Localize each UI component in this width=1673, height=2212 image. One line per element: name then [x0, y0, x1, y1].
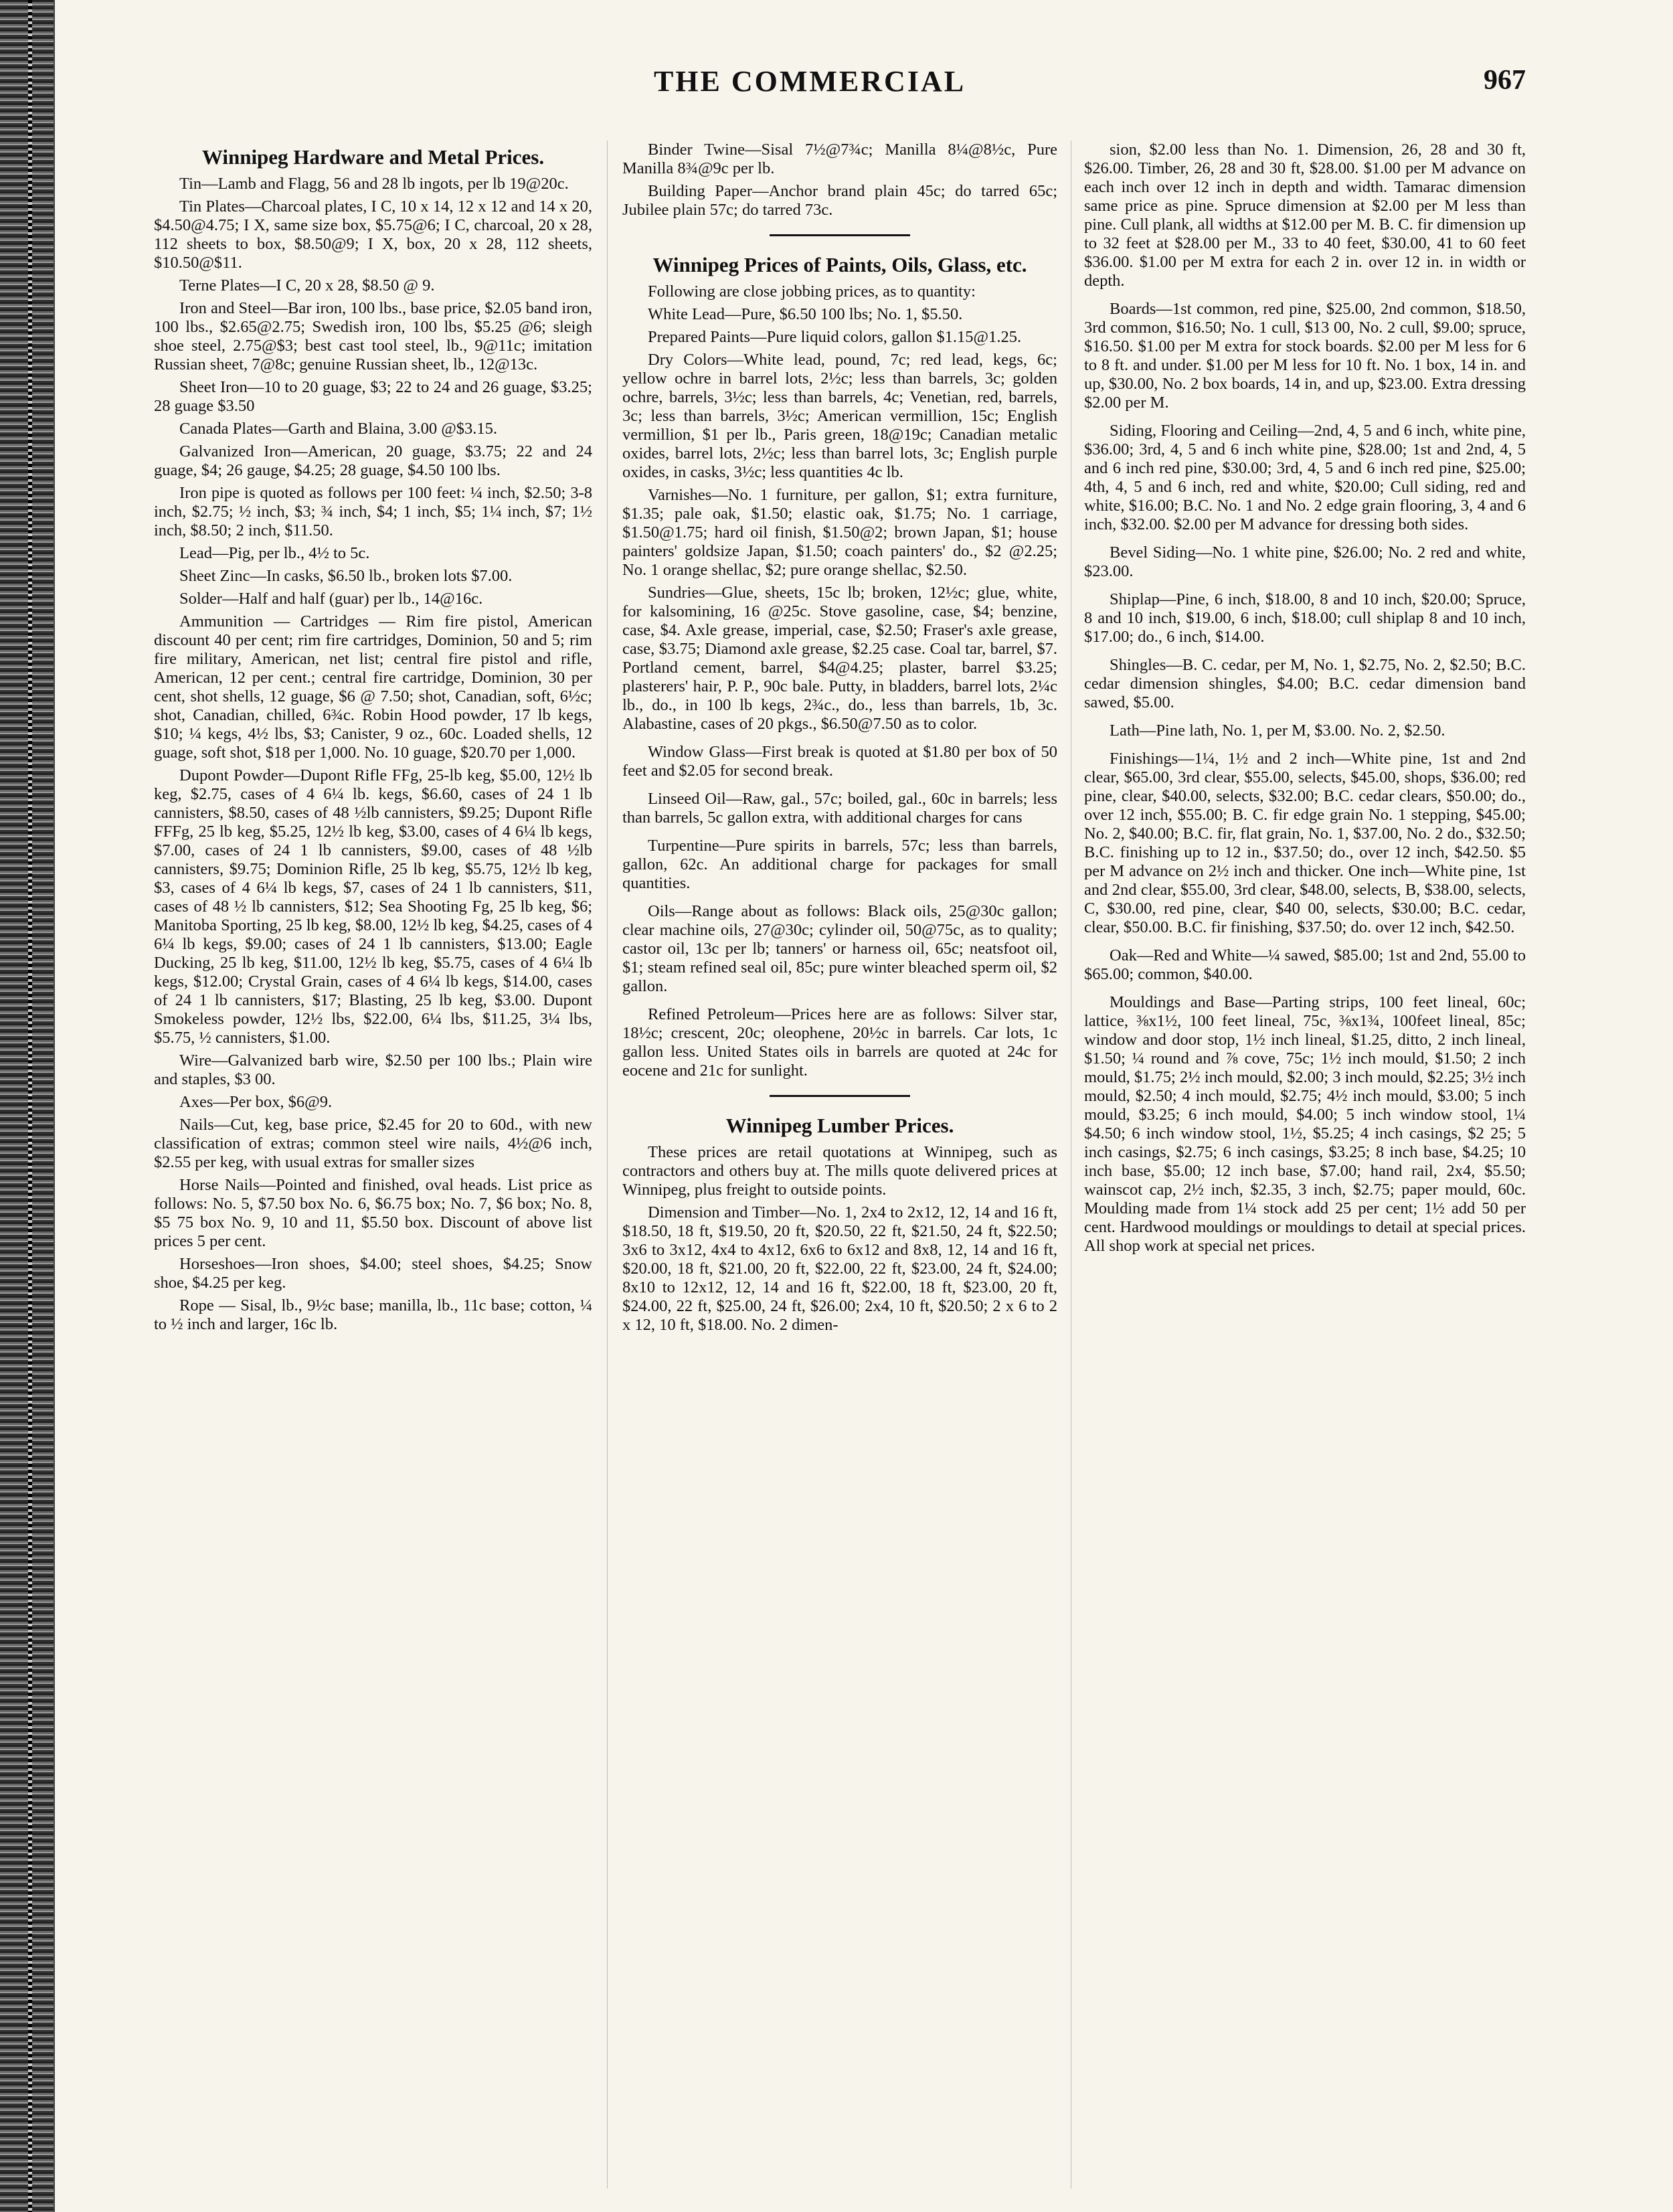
price-paragraph: Mouldings and Base—Parting strips, 100 feet lineal, 60c; lattice, ⅜x1½, 100 feet lineal, 75c, ⅜x1¾, 100feet lineal, 85c; window and door stop, 1½ inch lineal, $1.25, ditto, 2 inch lineal, $1.50; ¼ round and ⅞ cove, 75c; 1½ inch mould, $1.50; 2 inch mould, $1.75; 2½ inch mould, $2.00; 3 inch mould, $2.25; 3½ inch mould, $2.50; 4 inch mould, $2.75; 4½ inch mould, $3.00; 5 inch mould, $3.25; 6 inch mould, $4.00; 5 inch window stool, 1¼ $4.50; 6 inch window stool, 1½, $5.25; 4 inch casings, $2 25; 5 inch casings, $2.75; 6 inch casings, $3.25; 8 inch base, $4.25; 10 inch base, $5.00; 12 inch base, $7.00; hand rail, 2x4, $5.50; wainscot cap, 2½ inch, $2.35, 3 inch, $2.75; paper mould, 60c. Moulding made from 1¼ stock add 25 per cent; 1½ add 50 per cent. Hardwood mouldings or mouldings to detail at special prices. All shop work at special net prices. [1084, 993, 1526, 1255]
price-paragraph: Canada Plates—Garth and Blaina, 3.00 @$3.15. [179, 420, 498, 438]
price-paragraph: Binder Twine—Sisal 7½@7¾c; Manilla 8¼@8½c, Pure Manilla 8¾@9c per lb. [622, 141, 1057, 177]
price-paragraph: Linseed Oil—Raw, gal., 57c; boiled, gal., 60c in barrels; less than barrels, 5c gallon extra, with additional charges for cans [622, 790, 1057, 827]
price-paragraph: Varnishes—No. 1 furniture, per gallon, $1; extra furniture, $1.35; pale oak, $1.50; elastic oak, $1.75; No. 1 carriage, $1.50@1.75; hard oil finish, $1.50@2; brown Japan, $1; house painters' goldsize Japan, $1.50; coach painters' do., $2 @2.25; No. 1 orange shellac, $2; pure orange shellac, $2.50. [622, 486, 1057, 579]
price-paragraph: Sheet Zinc—In casks, $6.50 lb., broken lots $7.00. [179, 567, 513, 585]
price-paragraph: Ammunition — Cartridges — Rim fire pistol, American discount 40 per cent; rim fire cartridges, Dominion, 50 and 5; rim fire military, American, net list; central fire pistol and rifle, American, 12 per cent.; central fire cartridge, Dominion, 30 per cent, shot shells, 12 guage, $6 @ 7.50; shot, Canadian, soft, 6½c; shot, Canadian, chilled, 6¾c. Robin Hood powder, 17 lb kegs, $10; ¼ kegs, 4½ lbs, $3; Canister, 9 oz., 60c. Loaded shells, 12 guage, soft shot, $18 per 1,000. No. 10 guage, $20.70 per 1,000. [154, 612, 592, 762]
price-paragraph: Siding, Flooring and Ceiling—2nd, 4, 5 and 6 inch, white pine, $36.00; 3rd, 4, 5 and 6 inch white pine, $28.00; 1st and 2nd, 4, 5 and 6 inch red pine, $30.00; 3rd, 4, 5 and 6 inch red pine, $25.00; 4th, 4, 5 and 6 inch, red and white, $20.00; Cull siding, red and white, $16.00; B.C. No. 1 and No. 2 edge grain flooring, 3, 4 and 6 inch, $32.00. $2.00 per M advance for dressing both sides. [1084, 422, 1526, 533]
price-paragraph: Finishings—1¼, 1½ and 2 inch—White pine, 1st and 2nd clear, $65.00, 3rd clear, $55.00, selects, $45.00, shops, $36.00; red pine, clear, $40.00, selects, $32.00; B.C. cedar clears, $50.00; do., over 12 inch, $55.00; B. C. fir edge grain No. 1 stepping, $45.00; No. 2, $40.00; B.C. fir, flat grain, No. 1, $37.00, No. 2 do., $32.50; B.C. finishing up to 12 in., $37.50; do., over 12 inch, $42.50. $5 per M advance on 2½ inch and thicker. One inch—White pine, 1st and 2nd clear, $55.00, 3rd clear, $48.00, selects, B, $38.00, selects, C, $30.00, red pine, clear, $40 00, selects, $30.00; B.C. cedar, clear, $50.00. B.C. fir finishing, $37.50; do. over 12 inch, $42.50. [1084, 750, 1526, 936]
price-paragraph: Bevel Siding—No. 1 white pine, $26.00; No. 2 red and white, $23.00. [1084, 543, 1526, 580]
price-paragraph: Dry Colors—White lead, pound, 7c; red lead, kegs, 6c; yellow ochre in barrel lots, 2½c; less than barrels, 3c; golden ochre, barrels, 3½c; less than barrels, 4c; Venetian, red, barrels, 3c; less than barrels, 3½c; American vermillion, 15c; English vermillion, $1 per lb., Paris green, 18@19c; Canadian metalic oxides, barrel lots, 2½c; less than barrel lots, 3c; English purple oxides, in casks, 3½c; less quantities 4c lb. [622, 351, 1057, 481]
price-paragraph: Prepared Paints—Pure liquid colors, gallon $1.15@1.25. [648, 328, 1022, 346]
journal-title: THE COMMERCIAL [653, 65, 966, 98]
price-paragraph: Horseshoes—Iron shoes, $4.00; steel shoes, $4.25; Snow shoe, $4.25 per keg. [154, 1255, 592, 1292]
price-paragraph: These prices are retail quotations at Winnipeg, such as contractors and others buy at. The mills quote delivered prices at Winnipeg, plus freight to outside points. [622, 1143, 1057, 1199]
price-paragraph: Sheet Iron—10 to 20 guage, $3; 22 to 24 and 26 guage, $3.25; 28 guage $3.50 [154, 378, 592, 415]
column-hardware [154, 141, 592, 2189]
price-paragraph: Oils—Range about as follows: Black oils, 25@30c gallon; clear machine oils, 27@30c; cylinder oil, 50@75c, as to quality; castor oil, 13c per lb; tanners' or harness oil, 65c; neatsfoot oil, $1; steam refined seal oil, 85c; pure winter bleached sperm oil, $2 gallon. [622, 902, 1057, 995]
price-paragraph: Building Paper—Anchor brand plain 45c; do tarred 65c; Jubilee plain 57c; do tarred 73c. [622, 182, 1057, 219]
price-paragraph: Tin Plates—Charcoal plates, I C, 10 x 14, 12 x 12 and 14 x 20, $4.50@4.75; I X, same size box, $5.75@6; I C, charcoal, 20 x 28, 112 sheets to box, $8.50@9; I X, box, 20 x 28, 112 sheets, $10.50@$11. [154, 197, 592, 272]
section-heading-paints: Winnipeg Prices of Paints, Oils, Glass, etc. [652, 253, 1027, 276]
price-paragraph: Lead—Pig, per lb., 4½ to 5c. [179, 544, 370, 562]
price-paragraph: Dupont Powder—Dupont Rifle FFg, 25-lb keg, $5.00, 12½ lb keg, $2.75, cases of 4 6¼ lb. kegs, $6.60, cases of 24 1 lb cannisters, $8.50, cases of 48 ½lb cannisters, $9.25; Dupont Rifle FFFg, 25 lb keg, $5.25, 12½ lb keg, $3.00, cases of 4 6¼ lb kegs, $7.00, cases of 24 1 lb cannisters, $9.00, cases of 48 ½lb cannisters, $9.75; Dominion Rifle, 25 lb keg, $5.75, 12½ lb keg, $3, cases of 4 6¼ lb kegs, $7, cases of 24 1 lb cannisters, $11, cases of 48 ½ lb cannisters, $12; Sea Shooting Fg, 25 lb keg, $6; Manitoba Sporting, 25 lb keg, $8.00, 12½ lb keg, $4.25, cases of 4 6¼ lb kegs, $9.00; cases of 24 1 lb cannisters, $13.00; Eagle Ducking, 25 lb keg, $11.00, 12½ lb keg, $5.75, cases of 4 6¼ lb kegs, $12.00; Crystal Grain, cases of 4 6¼ lb kegs, $14.00, cases of 24 1 lb cannisters, $17; Blasting, 25 lb keg, $3.00. Dupont Smokeless powder, 12½ lbs, $22.00, 6¼ lbs, $11.25, 3¼ lbs, $5.75, ½ cannisters, $1.00. [154, 766, 592, 1047]
price-paragraph: Wire—Galvanized barb wire, $2.50 per 100 lbs.; Plain wire and staples, $3 00. [154, 1051, 592, 1088]
price-paragraph: sion, $2.00 less than No. 1. Dimension, 26, 28 and 30 ft, $26.00. Timber, 26, 28 and 30 ft, $28.00. $1.00 per M advance on each inch over 12 inch in depth and width. Tamarac dimension same price as pine. Spruce dimension at $2.00 per M less than pine. Cull plank, all widths at $12.00 per M. B. C. fir dimension up to 32 feet at $28.00 per M., 33 to 40 feet, $30.00, 41 to 60 feet $36.00. $1.00 per M extra for each 2 in. over 12 in. in width or depth. [1084, 141, 1526, 290]
price-paragraph: Refined Petroleum—Prices here are as follows: Silver star, 18½c; crescent, 20c; oleophene, 20½c in barrels. Car lots, 1c gallon less. United States oils in barrels are quoted at 24c for eocene and 21c for sunlight. [622, 1005, 1057, 1080]
price-paragraph: Iron pipe is quoted as follows per 100 feet: ¼ inch, $2.50; 3-8 inch, $2.75; ½ inch, $3; ¾ inch, $4; 1 inch, $5; 1¼ inch, $7; 1½ inch, $8.50; 2 inch, $11.50. [154, 484, 592, 539]
price-paragraph: Tin—Lamb and Flagg, 56 and 28 lb ingots, per lb 19@20c. [179, 175, 569, 193]
price-paragraph: Nails—Cut, keg, base price, $2.45 for 20 to 60d., with new classification of extras; common steel wire nails, 4½@6 inch, $2.55 per keg, with usual extras for smaller sizes [154, 1116, 592, 1171]
section-separator [770, 1095, 910, 1097]
price-paragraph: Galvanized Iron—American, 20 guage, $3.75; 22 and 24 guage, $4; 26 gauge, $4.25; 28 guage, $4.50 100 lbs. [154, 442, 592, 479]
price-paragraph: Shiplap—Pine, 6 inch, $18.00, 8 and 10 inch, $20.00; Spruce, 8 and 10 inch, $19.00, 6 inch, $18.00; cull shiplap 8 and 10 inch, $17.00; do., 6 inch, $14.00. [1084, 590, 1526, 646]
price-paragraph: Solder—Half and half (guar) per lb., 14@16c. [179, 590, 483, 608]
column-divider [607, 141, 608, 2189]
section-heading-hardware: Winnipeg Hardware and Metal Prices. [201, 145, 545, 169]
section-separator [770, 234, 910, 236]
price-paragraph: Boards—1st common, red pine, $25.00, 2nd common, $18.50, 3rd common, $16.50; No. 1 cull, $13 00, No. 2 cull, $9.00; spruce, $16.50. $1.00 per M extra for stock boards. $2.00 per M less for 6 to 8 ft. and under. $1.00 per M less for 10 ft. No. 1 box, 14 in. and up, $30.00, No. 2 box boards, 14 in, and up, $23.00. Extra dressing $2.00 per M. [1084, 300, 1526, 412]
price-paragraph: Axes—Per box, $6@9. [179, 1093, 333, 1111]
price-paragraph: Shingles—B. C. cedar, per M, No. 1, $2.75, No. 2, $2.50; B.C. cedar dimension shingles, $4.00; B.C. cedar dimension band sawed, $5.00. [1084, 656, 1526, 711]
page-header [94, 64, 1526, 104]
price-paragraph: Sundries—Glue, sheets, 15c lb; broken, 12½c; glue, white, for kalsomining, 16 @25c. Stove gasoline, case, $4; benzine, case, $4. Axle grease, imperial, case, $2.50; Fraser's axle grease, case, $3.75; Diamond axle grease, $2.25 case. Coal tar, barrel, $7. Portland cement, barrel, $4@4.25; plaster, barrel $3.25; plasterers' hair, P. P., 90c bale. Putty, in bladders, barrel lots, 2¼c lb., do., in 100 lb kegs, 2¾c., do., less than barrels, 1b, 3c. Alabastine, cases of 20 pkgs., $6.50@7.50 as to color. [622, 584, 1057, 733]
price-paragraph: Dimension and Timber—No. 1, 2x4 to 2x12, 12, 14 and 16 ft, $18.50, 18 ft, $19.50, 20 ft, $20.50, 22 ft, $21.50, 24 ft, $22.50; 3x6 to 3x12, 4x4 to 4x12, 6x6 to 6x12 and 8x8, 12, 14 and 16 ft, $20.00, 18 ft, $21.00, 20 ft, $22.00, 22 ft, $23.00, 24 ft, $24.00; 8x10 to 12x12, 12, 14 and 16 ft, $22.00, 18 ft, $23.00, 20 ft, $24.00, 22 ft, $25.00, 24 ft, $26.00; 2x4, 10 ft, $20.50; 2 x 6 to 2 x 12, 10 ft, $18.00. No. 2 dimen- [622, 1203, 1057, 1334]
price-paragraph: Rope — Sisal, lb., 9½c base; manilla, lb., 11c base; cotton, ¼ to ½ inch and larger, 16c lb. [154, 1296, 592, 1333]
price-paragraph: Turpentine—Pure spirits in barrels, 57c; less than barrels, gallon, 62c. An additional charge for packages for small quantities. [622, 837, 1057, 892]
column-lumber-continued [1084, 141, 1526, 2189]
page-binding-edge [0, 0, 55, 2212]
price-paragraph: Iron and Steel—Bar iron, 100 lbs., base price, $2.05 band iron, 100 lbs., $2.65@2.75; Swedish iron, 100 lbs, $5.25 @6; sleigh shoe steel, 2.75@$3; best cast tool steel, lb., 9@11c; imitation Russian sheet, 7@8c; genuine Russian sheet, lb., 12@13c. [154, 299, 592, 373]
section-heading-lumber: Winnipeg Lumber Prices. [725, 1114, 954, 1137]
price-paragraph: White Lead—Pure, $6.50 100 lbs; No. 1, $5.50. [648, 305, 963, 323]
column-paints-lumber [622, 141, 1057, 2189]
price-paragraph: Horse Nails—Pointed and finished, oval heads. List price as follows: No. 5, $7.50 box No. 6, $6.75 box; No. 7, $6 box; No. 8, $5 75 box No. 9, 10 and 11, $5.50 box. Discount of above list prices 5 per cent. [154, 1176, 592, 1250]
price-paragraph: Lath—Pine lath, No. 1, per M, $3.00. No. 2, $2.50. [1110, 721, 1445, 740]
price-paragraph: Following are close jobbing prices, as to quantity: [648, 282, 976, 301]
page-number: 967 [1484, 65, 1526, 96]
price-paragraph: Terne Plates—I C, 20 x 28, $8.50 @ 9. [179, 276, 435, 294]
price-paragraph: Oak—Red and White—¼ sawed, $85.00; 1st and 2nd, 55.00 to $65.00; common, $40.00. [1084, 946, 1526, 983]
price-paragraph: Window Glass—First break is quoted at $1.80 per box of 50 feet and $2.05 for second break. [622, 743, 1057, 780]
